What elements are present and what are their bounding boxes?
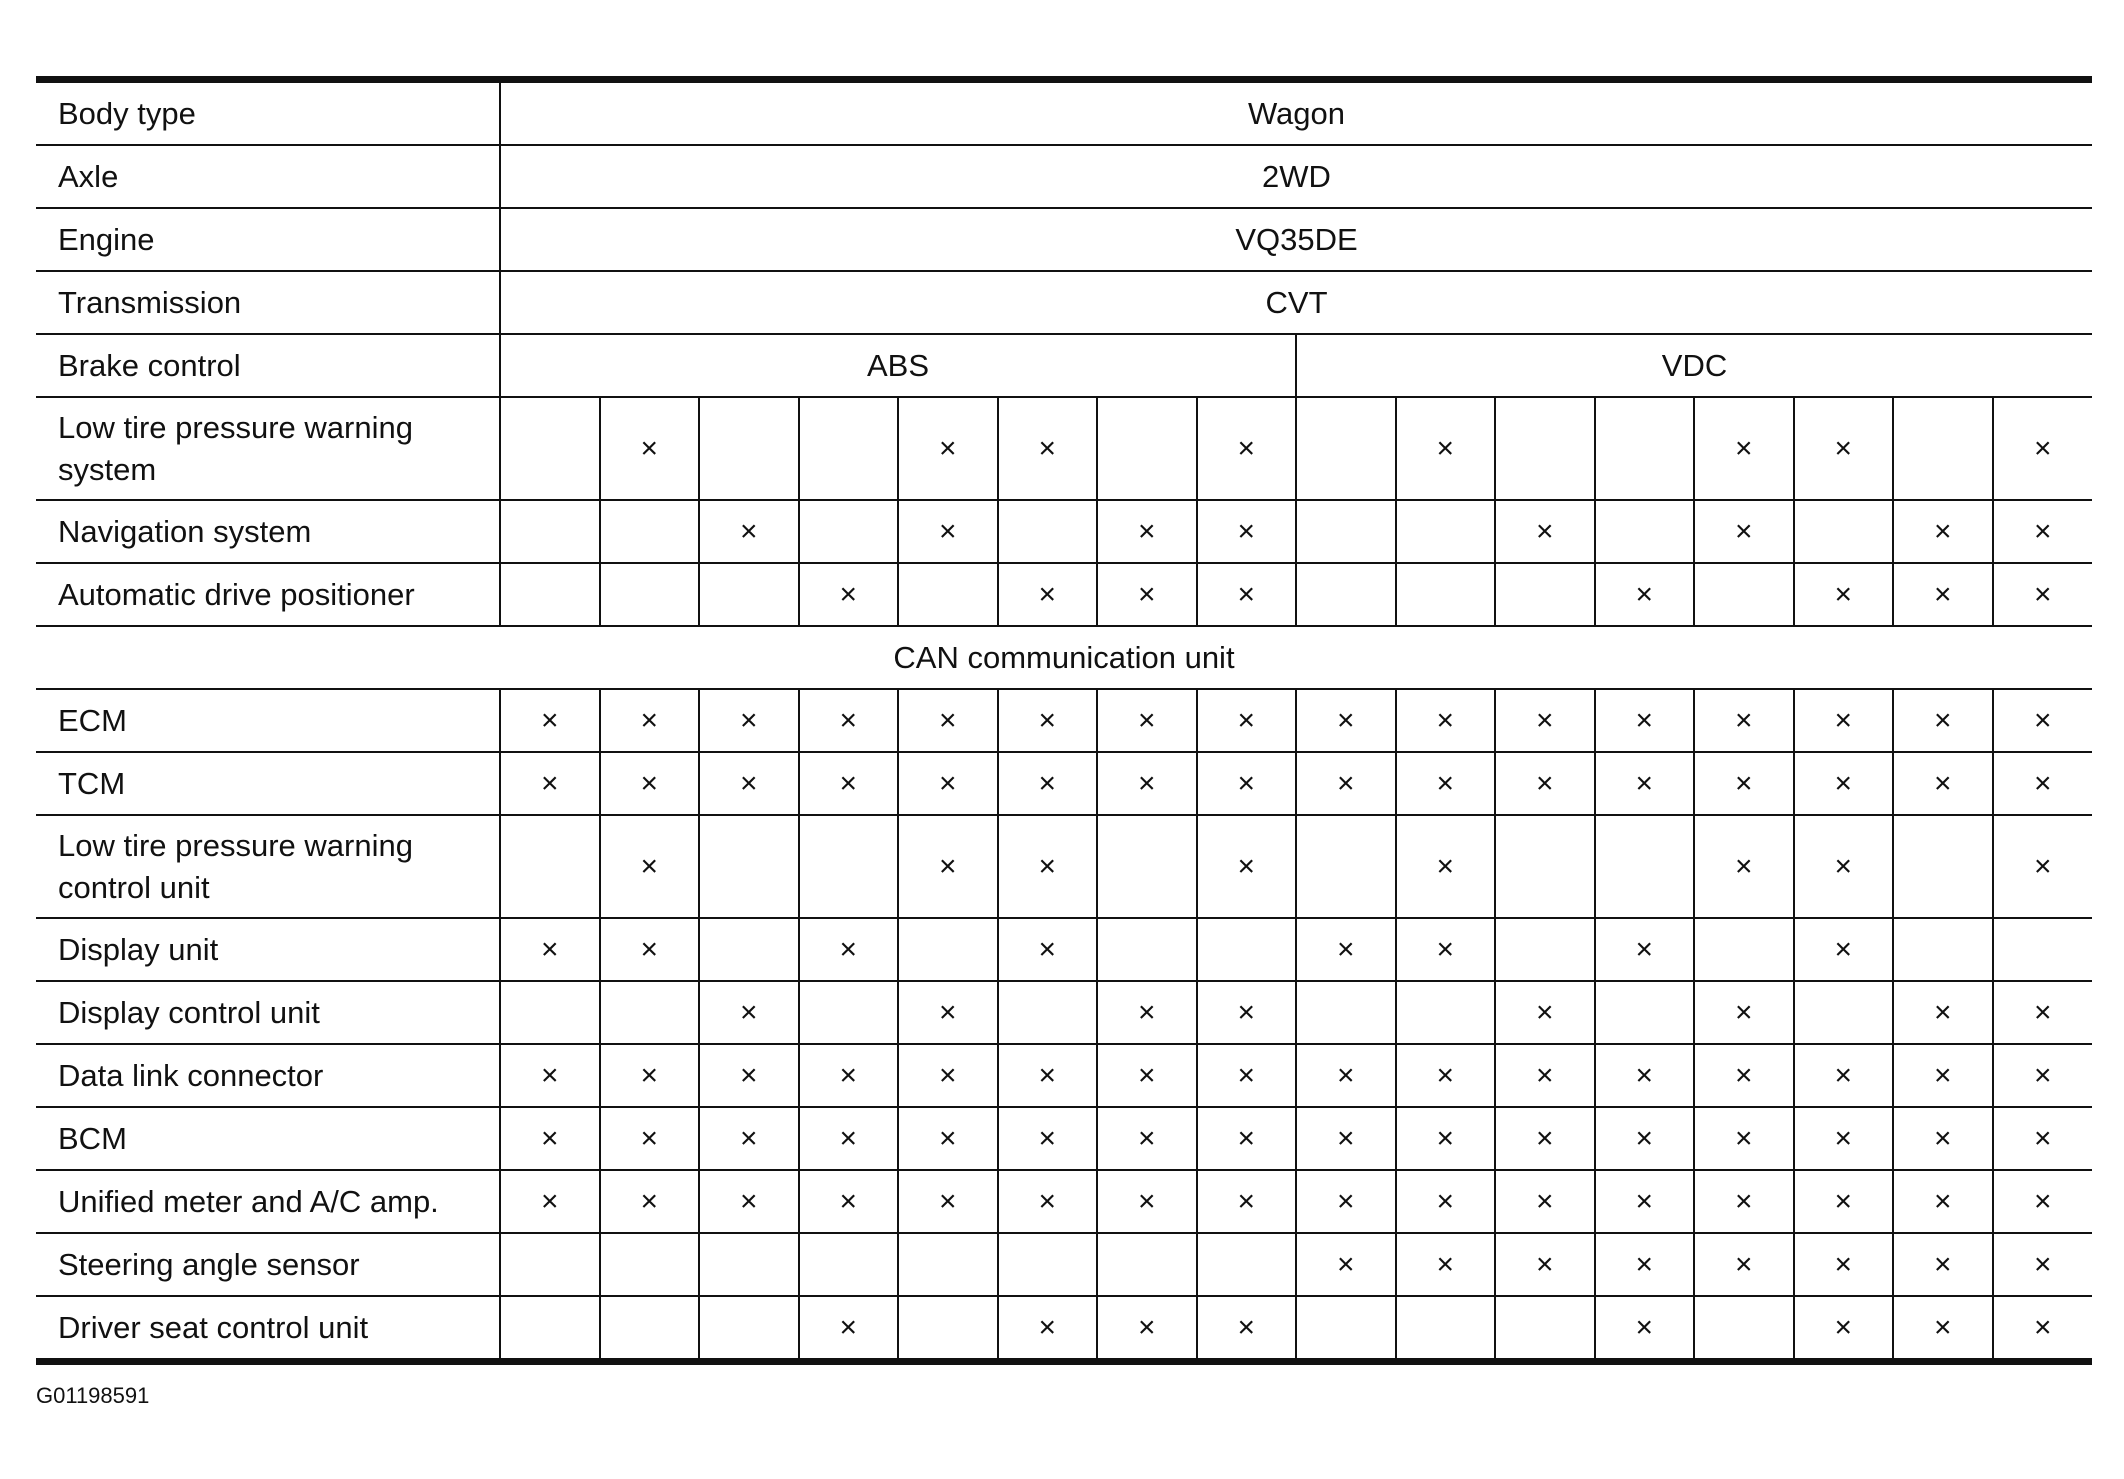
empty-cell — [1296, 815, 1396, 918]
spec-value: Wagon — [500, 80, 2092, 146]
empty-cell — [500, 397, 600, 500]
empty-cell — [1794, 981, 1894, 1044]
applicable-mark: × — [898, 1170, 998, 1233]
applicable-mark: × — [1993, 815, 2093, 918]
applicable-mark: × — [1694, 752, 1794, 815]
applicable-mark: × — [1694, 1233, 1794, 1296]
applicable-mark: × — [1794, 563, 1894, 626]
empty-cell — [1495, 1296, 1595, 1362]
empty-cell — [500, 500, 600, 563]
row-label-steering-angle-sensor: Steering angle sensor — [36, 1233, 500, 1296]
applicable-mark: × — [1794, 397, 1894, 500]
empty-cell — [500, 815, 600, 918]
applicable-mark: × — [1694, 1107, 1794, 1170]
empty-cell — [1495, 918, 1595, 981]
applicable-mark: × — [500, 1044, 600, 1107]
applicable-mark: × — [1893, 1170, 1993, 1233]
row-label-transmission: Transmission — [36, 271, 500, 334]
applicable-mark: × — [1993, 1107, 2093, 1170]
empty-cell — [1296, 397, 1396, 500]
applicable-mark: × — [1993, 1170, 2093, 1233]
applicable-mark: × — [1694, 689, 1794, 752]
empty-cell — [799, 815, 899, 918]
row-label-axle: Axle — [36, 145, 500, 208]
row-label-unified-meter-and-a-c-amp: Unified meter and A/C amp. — [36, 1170, 500, 1233]
empty-cell — [898, 1233, 998, 1296]
applicable-mark: × — [998, 752, 1098, 815]
applicable-mark: × — [600, 689, 700, 752]
empty-cell — [1396, 500, 1496, 563]
applicable-mark: × — [699, 1044, 799, 1107]
empty-cell — [600, 500, 700, 563]
applicable-mark: × — [699, 1170, 799, 1233]
empty-cell — [699, 918, 799, 981]
applicable-mark: × — [1893, 1044, 1993, 1107]
empty-cell — [998, 500, 1098, 563]
applicable-mark: × — [500, 918, 600, 981]
applicable-mark: × — [898, 1044, 998, 1107]
applicable-mark: × — [1197, 1044, 1297, 1107]
applicable-mark: × — [1097, 1107, 1197, 1170]
applicable-mark: × — [1197, 397, 1297, 500]
applicable-mark: × — [998, 563, 1098, 626]
row-label-brake-control: Brake control — [36, 334, 500, 397]
applicable-mark: × — [1396, 397, 1496, 500]
unit-row — [36, 1233, 2092, 1296]
applicable-mark: × — [1097, 752, 1197, 815]
row-label-display-control-unit: Display control unit — [36, 981, 500, 1044]
applicable-mark: × — [600, 397, 700, 500]
applicable-mark: × — [1097, 1170, 1197, 1233]
unit-row — [36, 981, 2092, 1044]
applicable-mark: × — [898, 397, 998, 500]
applicable-mark: × — [1794, 1233, 1894, 1296]
unit-row — [36, 918, 2092, 981]
empty-cell — [1296, 981, 1396, 1044]
empty-cell — [1893, 397, 1993, 500]
row-label-low-tire-pressure-warning-system: Low tire pressure warning system — [36, 397, 500, 500]
compatibility-table-figure — [36, 76, 2092, 1365]
row-label-low-tire-pressure-warning-control-unit: Low tire pressure warning control unit — [36, 815, 500, 918]
row-label-ecm: ECM — [36, 689, 500, 752]
unit-row — [36, 815, 2092, 918]
can-unit-table — [36, 76, 2092, 1365]
empty-cell — [1396, 563, 1496, 626]
spec-row — [36, 80, 2092, 146]
applicable-mark: × — [1893, 981, 1993, 1044]
section-row — [36, 626, 2092, 689]
applicable-mark: × — [898, 752, 998, 815]
applicable-mark: × — [1097, 981, 1197, 1044]
applicable-mark: × — [1296, 1233, 1396, 1296]
empty-cell — [500, 981, 600, 1044]
applicable-mark: × — [1993, 1233, 2093, 1296]
empty-cell — [1296, 500, 1396, 563]
applicable-mark: × — [1197, 500, 1297, 563]
applicable-mark: × — [600, 1170, 700, 1233]
applicable-mark: × — [1993, 752, 2093, 815]
applicable-mark: × — [1993, 1296, 2093, 1362]
applicable-mark: × — [1595, 563, 1695, 626]
spec-row — [36, 334, 2092, 397]
applicable-mark: × — [1794, 1296, 1894, 1362]
applicable-mark: × — [1296, 918, 1396, 981]
empty-cell — [1595, 397, 1695, 500]
empty-cell — [1495, 563, 1595, 626]
applicable-mark: × — [1694, 500, 1794, 563]
row-label-bcm: BCM — [36, 1107, 500, 1170]
applicable-mark: × — [1495, 1233, 1595, 1296]
empty-cell — [500, 563, 600, 626]
applicable-mark: × — [898, 1107, 998, 1170]
applicable-mark: × — [1197, 1296, 1297, 1362]
applicable-mark: × — [1595, 1233, 1695, 1296]
applicable-mark: × — [1893, 689, 1993, 752]
empty-cell — [799, 1233, 899, 1296]
empty-cell — [799, 397, 899, 500]
section-heading: CAN communication unit — [36, 626, 2092, 689]
applicable-mark: × — [1396, 1233, 1496, 1296]
empty-cell — [600, 981, 700, 1044]
applicable-mark: × — [1794, 752, 1894, 815]
applicable-mark: × — [1296, 752, 1396, 815]
empty-cell — [998, 981, 1098, 1044]
applicable-mark: × — [1296, 1107, 1396, 1170]
applicable-mark: × — [1495, 500, 1595, 563]
spec-row — [36, 208, 2092, 271]
unit-row — [36, 1107, 2092, 1170]
applicable-mark: × — [1097, 563, 1197, 626]
applicable-mark: × — [1993, 689, 2093, 752]
empty-cell — [1495, 397, 1595, 500]
applicable-mark: × — [1396, 1170, 1496, 1233]
empty-cell — [1595, 815, 1695, 918]
spec-row — [36, 271, 2092, 334]
applicable-mark: × — [1694, 1170, 1794, 1233]
applicable-mark: × — [1595, 752, 1695, 815]
empty-cell — [1197, 918, 1297, 981]
applicable-mark: × — [1396, 1107, 1496, 1170]
applicable-mark: × — [1495, 689, 1595, 752]
applicable-mark: × — [998, 1170, 1098, 1233]
applicable-mark: × — [1097, 689, 1197, 752]
applicable-mark: × — [600, 1044, 700, 1107]
empty-cell — [898, 1296, 998, 1362]
applicable-mark: × — [799, 563, 899, 626]
empty-cell — [500, 1233, 600, 1296]
empty-cell — [1097, 918, 1197, 981]
applicable-mark: × — [1794, 1107, 1894, 1170]
empty-cell — [1694, 563, 1794, 626]
applicable-mark: × — [998, 397, 1098, 500]
applicable-mark: × — [1396, 815, 1496, 918]
applicable-mark: × — [799, 1107, 899, 1170]
option-row — [36, 563, 2092, 626]
empty-cell — [600, 563, 700, 626]
applicable-mark: × — [1694, 981, 1794, 1044]
empty-cell — [1595, 500, 1695, 563]
empty-cell — [1396, 981, 1496, 1044]
applicable-mark: × — [1794, 1044, 1894, 1107]
empty-cell — [500, 1296, 600, 1362]
spec-value: VDC — [1296, 334, 2092, 397]
applicable-mark: × — [1595, 1296, 1695, 1362]
applicable-mark: × — [1993, 981, 2093, 1044]
applicable-mark: × — [1794, 815, 1894, 918]
applicable-mark: × — [1197, 752, 1297, 815]
empty-cell — [1097, 1233, 1197, 1296]
applicable-mark: × — [1495, 1044, 1595, 1107]
applicable-mark: × — [799, 752, 899, 815]
figure-id: G01198591 — [36, 1383, 150, 1408]
applicable-mark: × — [898, 815, 998, 918]
empty-cell — [699, 563, 799, 626]
applicable-mark: × — [1993, 500, 2093, 563]
empty-cell — [1893, 918, 1993, 981]
empty-cell — [799, 981, 899, 1044]
applicable-mark: × — [1495, 752, 1595, 815]
applicable-mark: × — [998, 815, 1098, 918]
applicable-mark: × — [1794, 1170, 1894, 1233]
applicable-mark: × — [1794, 689, 1894, 752]
applicable-mark: × — [699, 1107, 799, 1170]
row-label-engine: Engine — [36, 208, 500, 271]
applicable-mark: × — [1993, 563, 2093, 626]
applicable-mark: × — [699, 689, 799, 752]
spec-value: CVT — [500, 271, 2092, 334]
applicable-mark: × — [1893, 500, 1993, 563]
applicable-mark: × — [699, 752, 799, 815]
empty-cell — [1296, 563, 1396, 626]
applicable-mark: × — [600, 918, 700, 981]
applicable-mark: × — [898, 689, 998, 752]
spec-value: VQ35DE — [500, 208, 2092, 271]
applicable-mark: × — [1893, 1296, 1993, 1362]
applicable-mark: × — [1893, 563, 1993, 626]
empty-cell — [1993, 918, 2093, 981]
row-label-body-type: Body type — [36, 80, 500, 146]
applicable-mark: × — [1197, 689, 1297, 752]
row-label-display-unit: Display unit — [36, 918, 500, 981]
applicable-mark: × — [600, 752, 700, 815]
applicable-mark: × — [699, 981, 799, 1044]
spec-row — [36, 145, 2092, 208]
empty-cell — [699, 815, 799, 918]
applicable-mark: × — [500, 1107, 600, 1170]
applicable-mark: × — [1893, 752, 1993, 815]
applicable-mark: × — [1396, 689, 1496, 752]
option-row — [36, 397, 2092, 500]
applicable-mark: × — [500, 1170, 600, 1233]
applicable-mark: × — [998, 918, 1098, 981]
empty-cell — [1296, 1296, 1396, 1362]
applicable-mark: × — [1694, 397, 1794, 500]
row-label-navigation-system: Navigation system — [36, 500, 500, 563]
unit-row — [36, 689, 2092, 752]
unit-row — [36, 752, 2092, 815]
applicable-mark: × — [799, 918, 899, 981]
applicable-mark: × — [998, 1044, 1098, 1107]
row-label-data-link-connector: Data link connector — [36, 1044, 500, 1107]
applicable-mark: × — [998, 1107, 1098, 1170]
applicable-mark: × — [1296, 1044, 1396, 1107]
applicable-mark: × — [1296, 1170, 1396, 1233]
empty-cell — [600, 1296, 700, 1362]
empty-cell — [1893, 815, 1993, 918]
empty-cell — [1694, 918, 1794, 981]
spec-value: 2WD — [500, 145, 2092, 208]
empty-cell — [699, 397, 799, 500]
empty-cell — [699, 1233, 799, 1296]
applicable-mark: × — [1694, 815, 1794, 918]
applicable-mark: × — [1595, 918, 1695, 981]
applicable-mark: × — [1893, 1233, 1993, 1296]
empty-cell — [1694, 1296, 1794, 1362]
applicable-mark: × — [1993, 1044, 2093, 1107]
applicable-mark: × — [500, 689, 600, 752]
row-label-driver-seat-control-unit: Driver seat control unit — [36, 1296, 500, 1362]
applicable-mark: × — [1097, 500, 1197, 563]
applicable-mark: × — [898, 500, 998, 563]
applicable-mark: × — [1893, 1107, 1993, 1170]
empty-cell — [998, 1233, 1098, 1296]
applicable-mark: × — [1197, 815, 1297, 918]
applicable-mark: × — [1396, 918, 1496, 981]
applicable-mark: × — [799, 1044, 899, 1107]
applicable-mark: × — [1495, 981, 1595, 1044]
applicable-mark: × — [1396, 1044, 1496, 1107]
applicable-mark: × — [1495, 1170, 1595, 1233]
empty-cell — [1097, 397, 1197, 500]
applicable-mark: × — [1993, 397, 2093, 500]
applicable-mark: × — [998, 689, 1098, 752]
empty-cell — [1197, 1233, 1297, 1296]
applicable-mark: × — [799, 1296, 899, 1362]
empty-cell — [600, 1233, 700, 1296]
applicable-mark: × — [998, 1296, 1098, 1362]
applicable-mark: × — [1296, 689, 1396, 752]
applicable-mark: × — [600, 1107, 700, 1170]
applicable-mark: × — [600, 815, 700, 918]
empty-cell — [1495, 815, 1595, 918]
applicable-mark: × — [1495, 1107, 1595, 1170]
unit-row — [36, 1296, 2092, 1362]
applicable-mark: × — [699, 500, 799, 563]
applicable-mark: × — [1794, 918, 1894, 981]
applicable-mark: × — [1097, 1044, 1197, 1107]
applicable-mark: × — [1396, 752, 1496, 815]
applicable-mark: × — [1595, 689, 1695, 752]
applicable-mark: × — [1197, 981, 1297, 1044]
row-label-tcm: TCM — [36, 752, 500, 815]
applicable-mark: × — [1197, 563, 1297, 626]
applicable-mark: × — [500, 752, 600, 815]
empty-cell — [898, 563, 998, 626]
unit-row — [36, 1044, 2092, 1107]
applicable-mark: × — [1595, 1107, 1695, 1170]
option-row — [36, 500, 2092, 563]
applicable-mark: × — [1097, 1296, 1197, 1362]
unit-row — [36, 1170, 2092, 1233]
empty-cell — [1097, 815, 1197, 918]
applicable-mark: × — [898, 981, 998, 1044]
empty-cell — [898, 918, 998, 981]
applicable-mark: × — [799, 1170, 899, 1233]
empty-cell — [799, 500, 899, 563]
applicable-mark: × — [1694, 1044, 1794, 1107]
applicable-mark: × — [1197, 1170, 1297, 1233]
applicable-mark: × — [1595, 1170, 1695, 1233]
empty-cell — [1595, 981, 1695, 1044]
applicable-mark: × — [1595, 1044, 1695, 1107]
empty-cell — [1794, 500, 1894, 563]
empty-cell — [1396, 1296, 1496, 1362]
applicable-mark: × — [1197, 1107, 1297, 1170]
applicable-mark: × — [799, 689, 899, 752]
empty-cell — [699, 1296, 799, 1362]
row-label-automatic-drive-positioner: Automatic drive positioner — [36, 563, 500, 626]
spec-value: ABS — [500, 334, 1296, 397]
